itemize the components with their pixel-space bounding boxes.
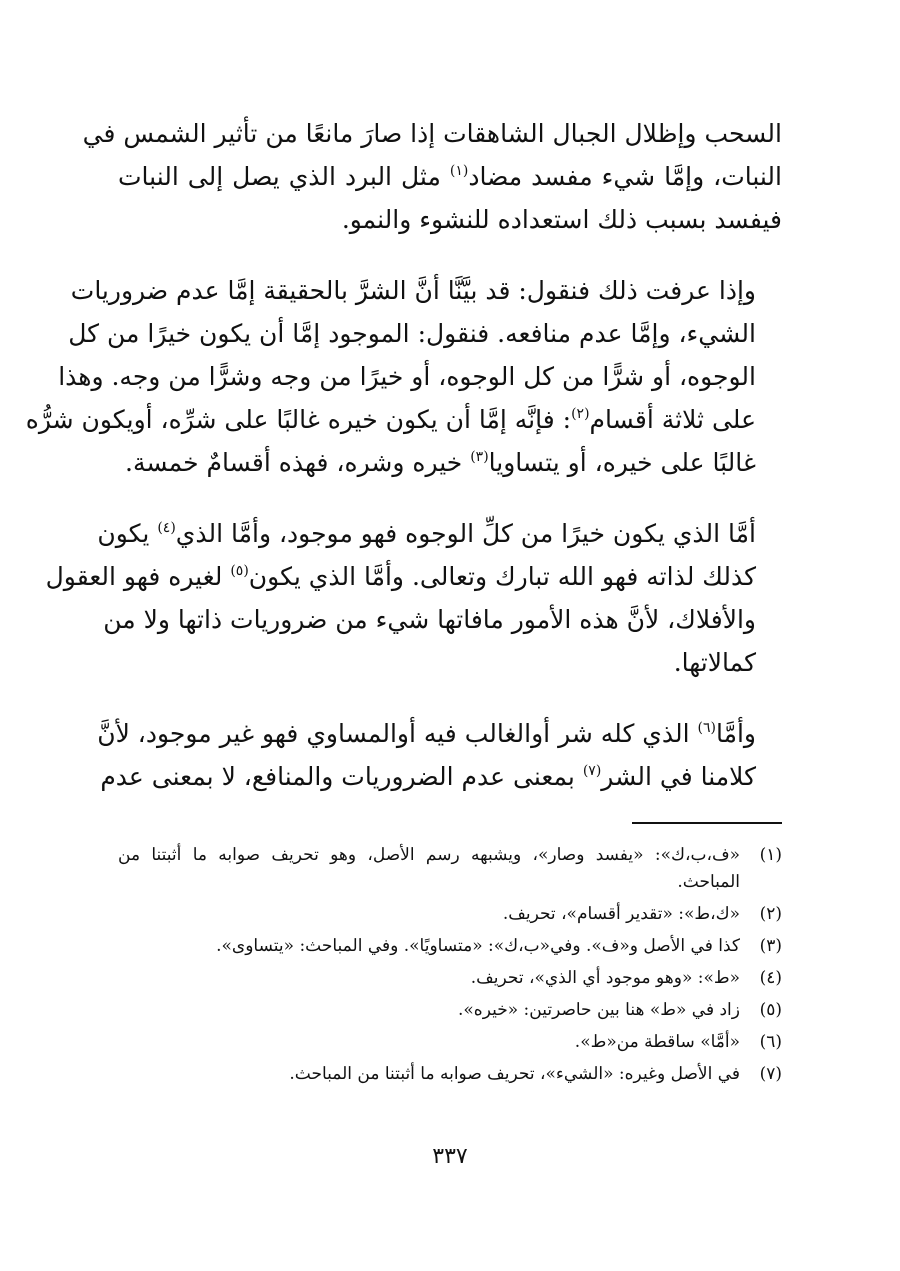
text-segment: على ثلاثة أقسام: [589, 405, 756, 434]
paragraph-3: [45, 512, 782, 684]
footnote-item: [118, 933, 782, 960]
footnote-item: [118, 901, 782, 928]
text-segment: : فإنَّه إمَّا أن يكون خيره غالبًا على شرِّه، أويكون شرُّه: [25, 405, 572, 434]
text-segment: أمَّا الذي يكون خيرًا من كلِّ الوجوه فهو موجود، وأمَّا الذي: [175, 519, 756, 548]
footnote-item: [118, 965, 782, 992]
text-line: الوجوه، أو شرًّا من كل الوجوه، أو خيرًا من وجه وشرًّا من وجه. وهذا: [58, 362, 756, 391]
text-segment: وأمَّا: [715, 719, 756, 748]
text-line: [25, 398, 782, 441]
text-line: وإذا عرفت ذلك فنقول: قد بيَّنَّا أنَّ الشرَّ بالحقيقة إمَّا عدم ضروريات: [70, 276, 756, 305]
footnote-text: في الأصل وغيره: «الشيء»، تحريف صوابه ما أثبتنا من المباحث.: [289, 1064, 740, 1084]
footnote-number: (٧): [759, 1064, 782, 1084]
footnote-ref: (١): [449, 163, 469, 179]
footnotes: [118, 842, 782, 1093]
text-segment: مثل البرد الذي يصل إلى النبات: [118, 162, 450, 191]
text-segment: كذلك لذاته فهو الله تبارك وتعالى. وأمَّا الذي يكون: [248, 562, 756, 591]
footnote-text: «ط»: «وهو موجود أي الذي»، تحريف.: [470, 968, 740, 988]
footnote-ref: (٣): [470, 449, 489, 465]
footnote-text: «ف،ب،ك»: «يفسد وصار»، ويشبهه رسم الأصل، وهو تحريف صوابه ما أثبتنا من المباحث.: [118, 845, 740, 892]
footnote-ref: (٧): [582, 763, 602, 779]
footnote-number: (٥): [759, 1000, 782, 1020]
footnote-text: كذا في الأصل و«ف». وفي«ب،ك»: «متساويًا». وفي المباحث: «يتساوى».: [216, 936, 740, 956]
page-number: ٣٣٧: [432, 1144, 468, 1169]
main-text: [25, 112, 782, 798]
text-line: والأفلاك، لأنَّ هذه الأمور مافاتها شيء من ضروريات ذاتها ولا من: [103, 605, 756, 634]
text-line: [118, 441, 782, 484]
text-line: الشيء، وإمَّا عدم منافعه. فنقول: الموجود إمَّا أن يكون خيرًا من كل: [68, 319, 756, 348]
text-segment: لغيره فهو العقول: [45, 562, 231, 591]
text-line: [118, 155, 782, 198]
footnote-item: [118, 997, 782, 1024]
text-line: السحب وإظلال الجبال الشاهقات إذا صارَ مانعًا من تأثير الشمس في: [82, 119, 782, 148]
footnote-number: (٣): [759, 936, 782, 956]
text-line: فيفسد بسبب ذلك استعداده للنشوء والنمو.: [341, 205, 782, 234]
text-segment: النبات، وإمَّا شيء مفسد مضاد: [468, 162, 782, 191]
text-line: [97, 512, 782, 555]
footnote-text: زاد في «ط» هنا بين حاصرتين: «خيره».: [458, 1000, 740, 1020]
paragraph-4: [97, 712, 782, 798]
footnote-number: (١): [759, 845, 782, 865]
footnote-separator: [632, 822, 782, 824]
text-segment: يكون: [97, 519, 158, 548]
text-segment: الذي كله شر أوالغالب فيه أوالمساوي فهو غير موجود، لأنَّ: [97, 719, 698, 748]
text-segment: كلامنا في الشر: [601, 762, 756, 791]
footnote-ref: (٦): [697, 720, 716, 736]
footnote-number: (٤): [759, 968, 782, 988]
text-line: [100, 755, 782, 798]
footnote-number: (٢): [759, 904, 782, 924]
footnote-item: [118, 1029, 782, 1056]
footnote-item: [118, 842, 782, 896]
footnote-text: «ك،ط»: «تقدير أقسام»، تحريف.: [502, 904, 740, 924]
text-segment: بمعنى عدم الضروريات والمنافع، لا بمعنى عدم: [100, 762, 583, 791]
paragraph-2: [25, 269, 782, 484]
footnote-ref: (٥): [230, 563, 249, 579]
footnote-ref: (٤): [157, 520, 176, 536]
text-line: كمالاتها.: [673, 648, 756, 677]
footnote-number: (٦): [759, 1032, 782, 1052]
footnote-text: «أمَّا» ساقطة من«ط».: [574, 1032, 740, 1052]
footnote-item: [118, 1061, 782, 1088]
book-page: [25, 112, 782, 1172]
text-segment: غالبًا على خيره، أو يتساويا: [488, 448, 756, 477]
footnote-ref: (٢): [571, 406, 590, 422]
text-segment: خيره وشره، فهذه أقسامٌ خمسة.: [125, 448, 471, 477]
text-line: [97, 712, 782, 755]
text-line: [45, 555, 782, 598]
paragraph-1: [82, 112, 782, 241]
